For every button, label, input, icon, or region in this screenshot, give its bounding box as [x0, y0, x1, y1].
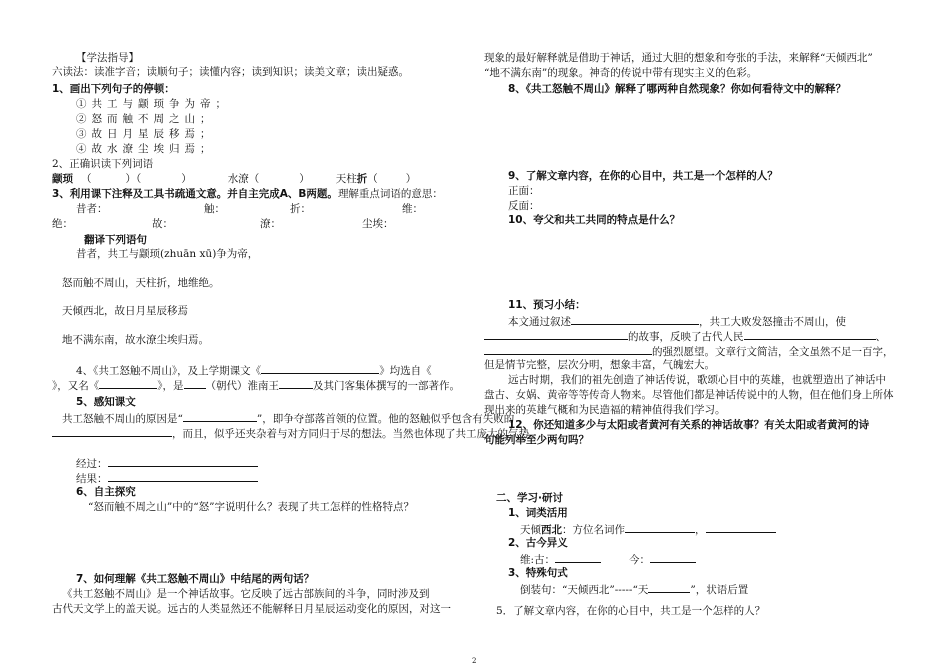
- paren-close: ）: [125, 173, 136, 185]
- paren-close: ）: [181, 173, 192, 185]
- paren-close: ）: [299, 173, 310, 185]
- q9-title: 9、了解文章内容，在你的心目中，共工是一个怎样的人？: [508, 170, 778, 182]
- blank-ancient[interactable]: [555, 552, 601, 563]
- vocab-gu: 故：: [152, 218, 173, 230]
- blank-wordclass-1[interactable]: [625, 522, 695, 533]
- q6-text: “怒而触不周之山”中的“怒”字说明什么？表现了共工怎样的性格特点？: [88, 501, 414, 513]
- page-number: 2: [472, 657, 477, 665]
- sentence-4: 地不满东南，故水潦尘埃归焉。: [62, 334, 209, 346]
- para-line-3: 现出来的英雄气概和为民造福的精神值得我们学习。: [484, 404, 726, 416]
- word-zhuanxu: 颛顼: [52, 173, 73, 185]
- q10-title: 10、夸父和共工共同的特点是什么？: [508, 214, 681, 226]
- q1-title: 1、画出下列句子的停顿：: [52, 83, 175, 95]
- q1-item-3: ③故日月星辰移焉；: [76, 128, 216, 140]
- q5-title: 5、感知课文: [76, 396, 136, 408]
- blank-story[interactable]: [484, 329, 628, 340]
- blank-failure[interactable]: [52, 426, 172, 437]
- zhengmian-label: 正面：: [508, 185, 540, 197]
- s2-1-title: 1、词类活用: [508, 507, 568, 519]
- sentence-1: 昔者，共工与颛顼(zhuān xū)争为帝，: [76, 248, 259, 260]
- jieguo-line: 结果：: [76, 471, 258, 486]
- paren-open: （: [136, 173, 142, 185]
- summary-line-2: 的故事，反映了古代人民 、: [484, 329, 886, 344]
- cont-line-2: “地不满东南”的现象。神奇的传说中带有现实主义的色彩。: [484, 67, 758, 79]
- blank-dynasty[interactable]: [184, 378, 206, 389]
- q12-line-1: 12、你还知道多少与太阳或者黄河有关系的神话故事？有关太阳或者黄河的诗: [508, 419, 870, 431]
- paren-open: （: [81, 173, 92, 185]
- q2-title: 2、正确识读下列词语: [52, 158, 154, 170]
- fanmian-label: 反面：: [508, 200, 540, 212]
- cont-line-1: 现象的最好解释就是借助于神话，通过大胆的想象和夸张的手法，来解释“天倾西北”: [484, 52, 873, 64]
- translate-title: 翻译下列语句: [84, 234, 147, 246]
- q5-bottom: 5．了解文章内容，在你的心目中，共工是一个怎样的人？: [496, 605, 766, 617]
- q1-item-1: ①共工与颛顼争为帝；: [76, 98, 231, 110]
- q3-title: 3、利用课下注释及工具书疏通文意。并自主完成A、B两题。理解重点词语的意思：: [52, 188, 443, 200]
- blank-jieguo[interactable]: [108, 471, 258, 482]
- blank-king[interactable]: [279, 378, 313, 389]
- jingguo-line: 经过：: [76, 456, 258, 471]
- q11-title: 11、预习小结：: [508, 299, 586, 311]
- blank-alias[interactable]: [99, 378, 157, 389]
- vocab-lao: 潦：: [260, 218, 281, 230]
- s2-3-line: 倒装句：“天倾西北”-----“天 ”，状语后置: [520, 584, 749, 596]
- blank-modern[interactable]: [650, 552, 696, 563]
- word-tianzhu: 天柱: [335, 173, 357, 185]
- s2-3-title: 3、特殊句式: [508, 567, 568, 579]
- blank-reason[interactable]: [183, 411, 257, 422]
- blank-lesson[interactable]: [261, 363, 379, 374]
- sentence-3: 天倾西北，故日月星辰移焉: [62, 305, 188, 317]
- para-line-1: 远古时期，我们的祖先创造了神话传说，歌颂心目中的英雄，也就塑造出了神话中: [508, 374, 886, 386]
- summary-line-4: 但是情节完整，层次分明，想象丰富，气魄宏大。: [484, 359, 715, 371]
- paren-open: （: [248, 173, 260, 185]
- q5-line-1: 共工怒触不周山的原因是“ ”，即争夺部落首领的位置。他的怒触似乎包含有失败的: [62, 413, 515, 425]
- q1-item-4: ④故水潦尘埃归焉；: [76, 143, 216, 155]
- s2-1-line: 天倾西北：方位名词作 ，: [520, 522, 776, 537]
- q4-line-1: 4、《共工怒触不周山》，及上学期课文《 》均选自《: [76, 365, 432, 377]
- word-zhe: 折: [356, 173, 368, 185]
- q8-title: 8、《共工怒触不周山》解释了哪两种自然现象？你如何看待文中的解释？: [508, 83, 847, 95]
- paren-open: （: [367, 173, 378, 185]
- blank-jingguo[interactable]: [108, 456, 258, 467]
- vocab-xizhe: 昔者：: [76, 203, 108, 215]
- s2-2-title: 2、古今异义: [508, 537, 568, 549]
- q5-line-2: ，而且，似乎还夹杂着与对方同归于尽的想法。当然也体现了共工庞大的气势。: [52, 426, 540, 441]
- q7-line-1: 《共工怒触不周山》是一个神话故事。它反映了远古部族间的斗争，同时涉及到: [62, 588, 430, 600]
- section-2-title: 二、学习·研讨: [496, 492, 563, 504]
- blank-wordclass-2[interactable]: [706, 522, 776, 533]
- summary-line-3: 的强烈愿望。文章行文简洁，全文虽然不足一百字，: [484, 344, 894, 359]
- q7-title: 7、如何理解《共工怒触不周山》中结尾的两句话？: [76, 573, 315, 585]
- vocab-chu: 触：: [204, 203, 225, 215]
- blank-narrate[interactable]: [571, 314, 699, 325]
- blank-inversion[interactable]: [648, 582, 690, 593]
- q6-title: 6、自主探究: [76, 486, 136, 498]
- study-guide-heading: 【学法指导】: [76, 52, 139, 64]
- vocab-wei: 维：: [402, 203, 423, 215]
- s2-2-line: 维:古： 今：: [520, 552, 696, 567]
- q4-line-2: 》，又名《 》，是 （朝代）淮南王 及其门客集体撰写的一部著作。: [52, 380, 460, 392]
- sentence-2: 怒而触不周山，天柱折，地维绝。: [62, 277, 220, 289]
- q7-line-2: 古代天文学上的盖天说。远古的人类显然还不能解释日月星辰运动变化的原因，对这一: [52, 603, 451, 615]
- paren-close: ）: [405, 173, 417, 185]
- vocab-jue: 绝：: [52, 218, 73, 230]
- blank-wish-1[interactable]: [744, 329, 876, 340]
- q1-item-2: ②怒而触不周之山；: [76, 113, 216, 125]
- vocab-zhe: 折：: [290, 203, 311, 215]
- blank-wish-2[interactable]: [484, 344, 652, 355]
- reading-method: 六读法：读准字音；读顺句子；读懂内容；读到知识；读美文章；读出疑惑。: [52, 66, 409, 78]
- vocab-chenai: 尘埃：: [362, 218, 394, 230]
- q2-words: [52, 173, 416, 186]
- summary-line-1: 本文通过叙述 ，共工大败发怒撞击不周山，使: [508, 316, 846, 328]
- para-line-2: 盘古、女娲、黄帝等等传奇人物来。尽管他们都是神话传说中的人物，但在他们身上所体: [484, 389, 894, 401]
- q12-line-2: 句能列举至少两句吗？: [484, 434, 589, 446]
- word-shuilao: 水潦: [227, 173, 249, 185]
